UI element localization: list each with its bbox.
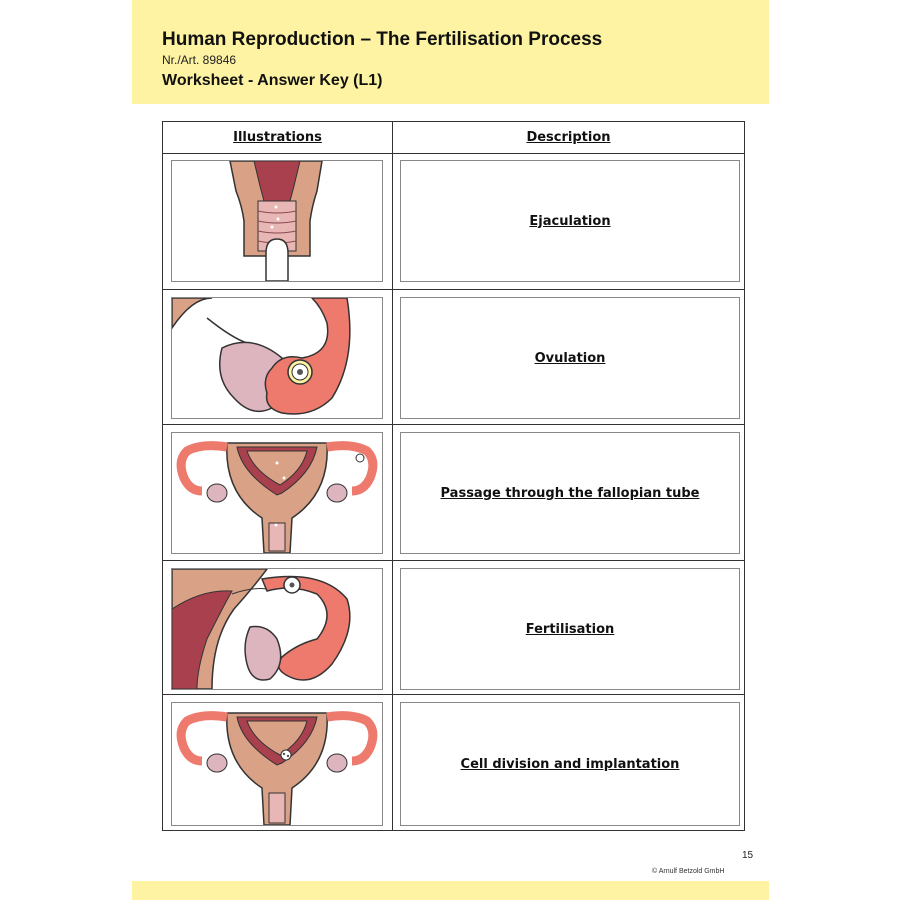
table-row xyxy=(163,561,744,695)
table-row xyxy=(163,695,744,832)
column-header-description: Description xyxy=(526,130,611,145)
description-text: Passage through the fallopian tube xyxy=(440,485,700,501)
page-number: 15 xyxy=(742,850,754,861)
description-box xyxy=(400,568,740,690)
uterus-implantation-illustration xyxy=(171,702,383,826)
column-header-illustrations: Illustrations xyxy=(233,130,322,145)
page-title: Human Reproduction – The Fertilisation Process xyxy=(162,29,603,50)
footer-band xyxy=(132,881,769,900)
ovary-releasing-egg-illustration xyxy=(171,297,383,419)
description-box xyxy=(400,160,740,282)
worksheet-page xyxy=(132,0,769,900)
worksheet-table xyxy=(162,121,745,831)
table-row xyxy=(163,153,744,290)
table-row xyxy=(163,425,744,561)
header-band xyxy=(132,0,769,104)
penis-in-vagina-illustration xyxy=(171,160,383,282)
uterus-sperm-passage-illustration xyxy=(171,432,383,554)
table-row xyxy=(163,290,744,425)
worksheet-subtitle: Worksheet - Answer Key (L1) xyxy=(162,72,383,89)
description-text: Cell division and implantation xyxy=(460,756,680,772)
description-box xyxy=(400,297,740,419)
table-header-row xyxy=(163,122,744,154)
article-number: Nr./Art. 89846 xyxy=(162,53,237,67)
description-box xyxy=(400,432,740,554)
copyright-notice: © Arnulf Betzold GmbH xyxy=(652,868,725,875)
egg-fertilised-in-tube-illustration xyxy=(171,568,383,690)
description-text: Fertilisation xyxy=(525,621,615,637)
description-text: Ejaculation xyxy=(529,213,611,229)
description-box xyxy=(400,702,740,826)
description-text: Ovulation xyxy=(534,350,606,366)
